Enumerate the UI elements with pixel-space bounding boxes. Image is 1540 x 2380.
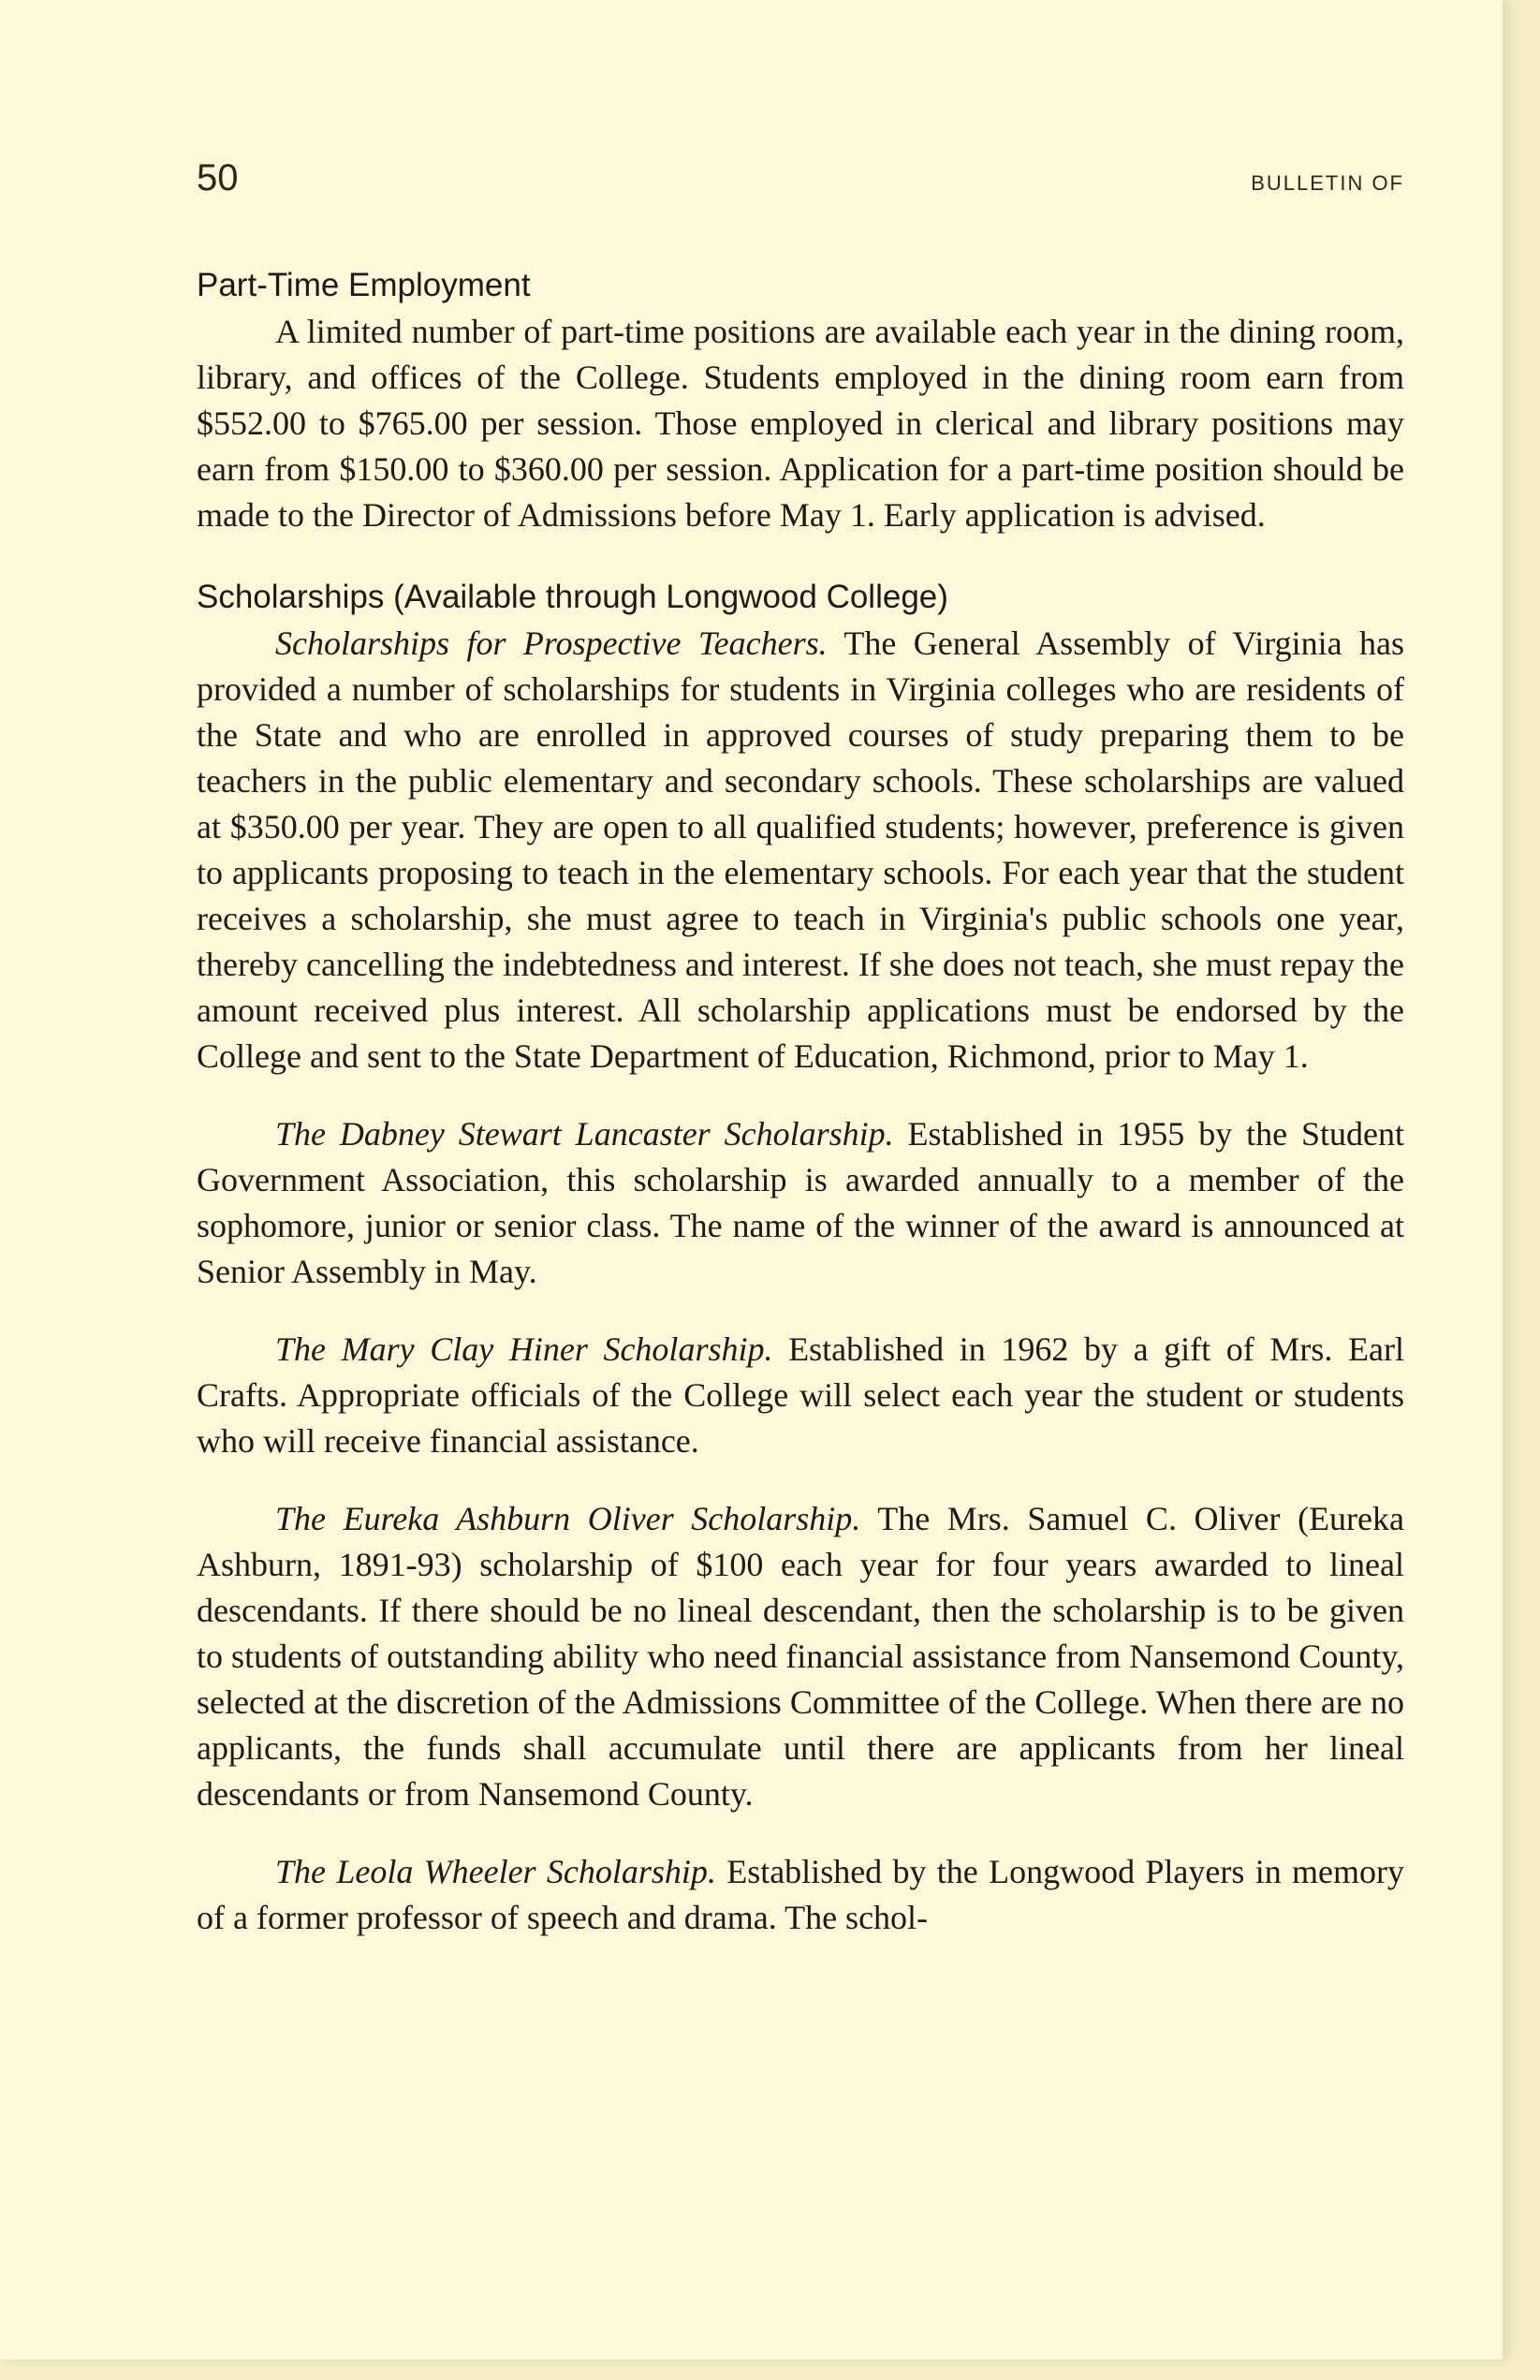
scholarship-title: The Leola Wheeler Scholarship. <box>275 1853 716 1890</box>
paragraph-hiner <box>197 1327 1404 1464</box>
page-number: 50 <box>197 157 239 198</box>
paragraph-oliver <box>197 1496 1404 1817</box>
scholarship-text: Established in 1962 by a gift of Mrs. Earl Crafts. Appropriate officials of the College will select each year the student or students who will receive financial assistance. <box>197 1330 1404 1460</box>
running-title: BULLETIN OF <box>1251 171 1404 195</box>
scholarship-text: The Mrs. Samuel C. Oliver (Eureka Ashburn, 1891-93) scholarship of $100 each year for four years awarded to lineal descendants. If there should be no lineal descendant, then the scholarship is to be given to students of outstanding ability who need financial assistance from Nansemond County, selected at the discretion of the Admissions Committee of the College. When there are no applicants, the funds shall accumulate until there are applicants from her lineal descendants or from Nansemond County. <box>197 1500 1405 1813</box>
scholarship-title: The Mary Clay Hiner Scholarship. <box>275 1330 773 1368</box>
page-header <box>197 157 1404 199</box>
scholarship-title: The Eureka Ashburn Oliver Scholarship. <box>275 1500 861 1537</box>
scholarship-text: Established by the Longwood Players in memory of a former professor of speech and drama. The schol- <box>197 1853 1404 1936</box>
scholarship-text: The General Assembly of Virginia has provided a number of scholarships for students in Virginia colleges who are residents of the State and who are enrolled in approved courses of study preparing them to be teachers in the public elementary and secondary schools. These scholarships are valued at $350.00 per year. They are open to all qualified students; however, preference is given to applicants proposing to teach in the elementary schools. For each year that the student receives a scholarship, she must agree to teach in Virginia's public schools one year, thereby cancelling the indebtedness and interest. If she does not teach, she must repay the amount received plus interest. All scholarship applications must be endorsed by the College and sent to the State Department of Education, Richmond, prior to May 1. <box>197 624 1404 1075</box>
scholarship-text: Established in 1955 by the Student Government Association, this scholarship is awarded annually to a member of the sophomore, junior or senior class. The name of the winner of the award is announced at Senior Assembly in May. <box>197 1115 1404 1290</box>
paragraph-wheeler <box>197 1849 1404 1941</box>
paragraph-part-time: A limited number of part-time positions are available each year in the dining room, library, and offices of the College. Students employed in the dining room earn from $552.00 to $765.00 per session. Those employed in clerical and library positions may earn from $150.00 to $360.00 per session. Application for a part-time position should be made to the Director of Admissions before May 1. Early application is advised. <box>197 313 1404 534</box>
page-body <box>197 262 1404 1941</box>
scholarship-title: Scholarships for Prospective Teachers. <box>275 624 828 662</box>
paragraph-lancaster <box>197 1111 1404 1295</box>
scholarship-title: The Dabney Stewart Lancaster Scholarship. <box>275 1115 894 1153</box>
section-heading-part-time: Part-Time Employment <box>197 267 531 303</box>
section-heading-scholarships: Scholarships (Available through Longwood College) <box>197 579 948 615</box>
paragraph-prospective-teachers <box>197 621 1404 1080</box>
